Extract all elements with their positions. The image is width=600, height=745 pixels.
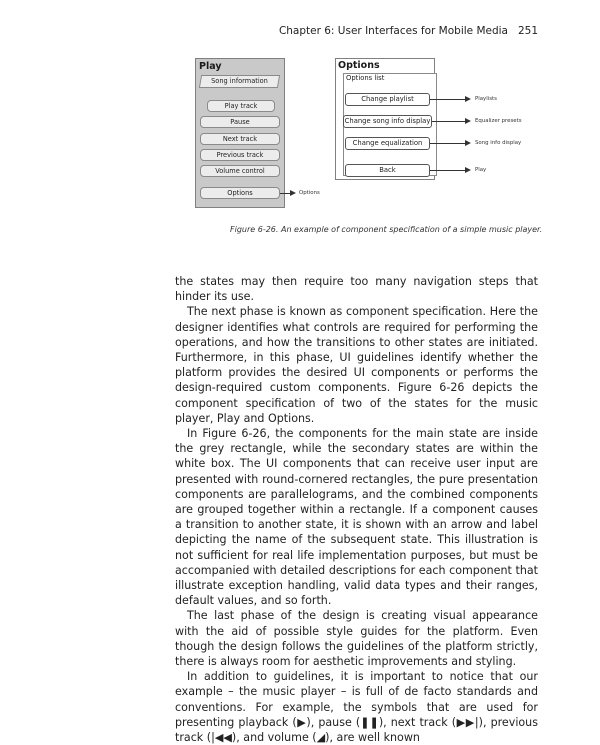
page-header: [0, 25, 600, 39]
change-song-info-display-component: Change song info display: [343, 115, 432, 128]
options-transition-label: Options: [299, 190, 320, 196]
change-playlist-component: Change playlist: [345, 93, 430, 106]
running-head: Chapter 6: User Interfaces for Mobile Media: [278, 25, 508, 37]
options-transition-arrowhead: [290, 190, 296, 196]
options-list-label: Options list: [346, 74, 385, 82]
body-text: [175, 274, 538, 745]
song-info-display-transition-line: [430, 143, 465, 144]
figure-6-26: [195, 58, 555, 228]
play-transition-label: Play: [475, 167, 487, 173]
paragraph: the states may then require too many navigation steps that hinder its use.: [175, 275, 538, 304]
options-component: Options: [200, 187, 280, 199]
play-transition-arrowhead: [465, 167, 471, 173]
paragraph: In addition to guidelines, it is important to notice that our example – the music player – is full of de facto standards and conventions. For example, the symbols that are used for presenting playback (▶), pause (❚❚), next track (▶▶|), previous track (|◀◀), and volume (◢), are well known: [175, 670, 538, 745]
equalizer-transition-line: [432, 121, 465, 122]
song-info-display-transition-arrowhead: [465, 140, 471, 146]
playlists-transition-arrowhead: [465, 96, 471, 102]
options-state-title: Options: [338, 60, 380, 71]
pause-component: Pause: [200, 116, 280, 128]
next-track-component: Next track: [200, 133, 280, 145]
play-transition-line: [430, 170, 465, 171]
equalizer-transition-arrowhead: [465, 118, 471, 124]
previous-track-component: Previous track: [200, 149, 280, 161]
playlists-transition-label: Playlists: [475, 96, 497, 102]
equalizer-transition-label: Equalizer presets: [475, 118, 522, 124]
volume-control-component: Volume control: [200, 165, 280, 177]
play-state-title: Play: [199, 61, 222, 72]
figure-caption: Figure 6-26. An example of component specification of a simple music player.: [230, 225, 543, 234]
paragraph: In Figure 6-26, the components for the main state are inside the grey rectangle, while the secondary states are within the white box. The UI components that can receive user input are presented with round-cornered rectangles, the pure presentation components are parallelograms, and the combined components are grouped together within a rectangle. If a component causes a transition to another state, it is shown with an arrow and label depicting the name of the subsequent state. This illustration is not sufficient for real life implementation purposes, but must be accompanied with detailed descriptions for each component that illustrate exception handling, valid data types and their ranges, default values, and so forth.: [175, 427, 538, 608]
paragraph: The next phase is known as component specification. Here the designer identifies what controls are required for performing the operations, and how the transitions to other states are initiated. Furthermore, in this phase, UI guidelines identify whether the platform provides the desired UI components or performs the design-required custom components. Figure 6-26 depicts the component specification of two of the states for the music player, Play and Options.: [175, 305, 538, 425]
song-information-label: Song information: [211, 77, 268, 85]
page-number: 251: [517, 25, 538, 37]
play-track-component: Play track: [207, 100, 275, 112]
change-equalization-component: Change equalization: [345, 137, 430, 150]
song-info-display-transition-label: Song info display: [475, 140, 522, 146]
paragraph: The last phase of the design is creating visual appearance with the aid of possible style guides for the platform. Even though the design follows the guidelines of the platform strictly, there is always room for aesthetic improvements and styling.: [175, 609, 538, 669]
back-component: Back: [345, 164, 430, 177]
playlists-transition-line: [430, 99, 465, 100]
